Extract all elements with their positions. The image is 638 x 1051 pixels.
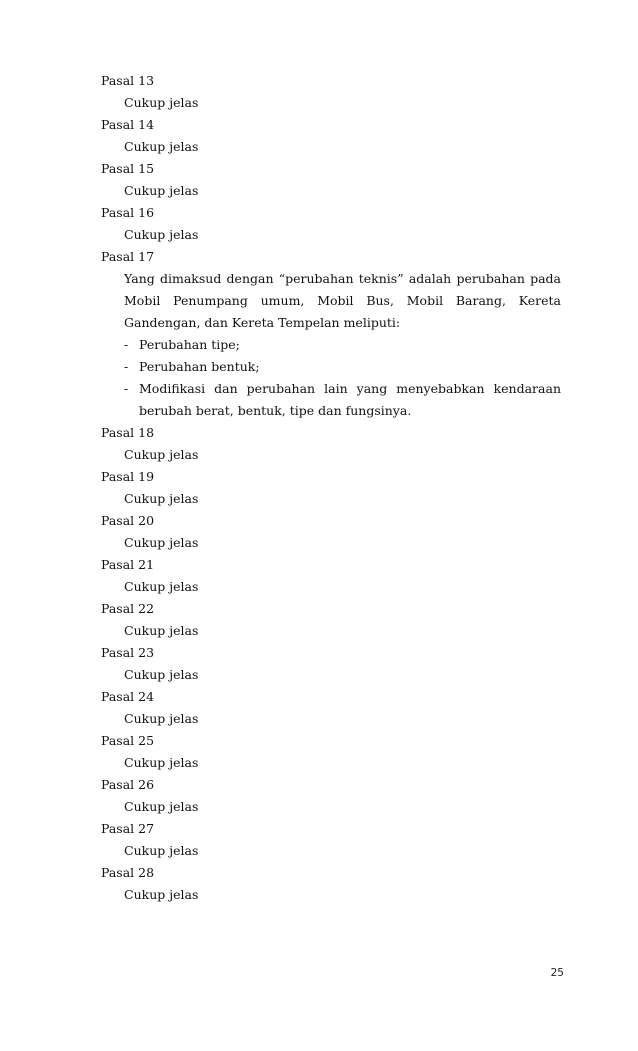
section-body: Cukup jelas [124,843,199,858]
section-heading: Pasal 23 [101,645,155,660]
section-heading: Pasal 20 [101,513,155,528]
section-body: Cukup jelas [124,799,199,814]
section-body: Cukup jelas [124,711,199,726]
section-heading: Pasal 18 [101,425,155,440]
section-body: Cukup jelas [124,227,199,242]
section-heading: Pasal 13 [101,73,155,88]
section-heading: Pasal 21 [101,557,155,572]
section-body: Cukup jelas [124,183,199,198]
section-body: Cukup jelas [124,447,199,462]
section-heading: Pasal 24 [101,689,155,704]
bullet-text: Modifikasi dan perubahan lain yang menyebabkan kendaraan berubah berat, bentuk, tipe dan fungsinya. [139,381,561,418]
section-heading: Pasal 22 [101,601,155,616]
section-body: Cukup jelas [124,95,199,110]
section-body: Cukup jelas [124,755,199,770]
section-body: Cukup jelas [124,623,199,638]
section-paragraph: Yang dimaksud dengan “perubahan teknis” adalah perubahan pada Mobil Penumpang umum, Mobil Bus, Mobil Barang, Kereta Gandengan, dan Kereta Tempelan meliputi: [124,271,561,330]
section-body: Cukup jelas [124,887,199,902]
section-heading: Pasal 19 [101,469,155,484]
section-body: Cukup jelas [124,535,199,550]
bullet-marker: - [124,359,129,374]
section-body: Cukup jelas [124,579,199,594]
bullet-item [101,356,561,378]
section-heading: Pasal 26 [101,777,155,792]
bullet-marker: - [124,381,129,396]
section-body: Cukup jelas [124,667,199,682]
page-number: 25 [550,967,564,979]
section-body: Cukup jelas [124,139,199,154]
section-heading: Pasal 16 [101,205,155,220]
bullet-text: Perubahan tipe; [139,337,240,352]
section-heading: Pasal 14 [101,117,155,132]
bullet-text: Perubahan bentuk; [139,359,260,374]
bullet-marker: - [124,337,129,352]
section-heading: Pasal 17 [101,249,155,264]
section-heading: Pasal 28 [101,865,155,880]
section-heading: Pasal 27 [101,821,155,836]
section-heading: Pasal 15 [101,161,155,176]
document-body [101,70,561,906]
section-heading: Pasal 25 [101,733,155,748]
bullet-item [101,378,561,422]
bullet-item [101,334,561,356]
section-body: Cukup jelas [124,491,199,506]
